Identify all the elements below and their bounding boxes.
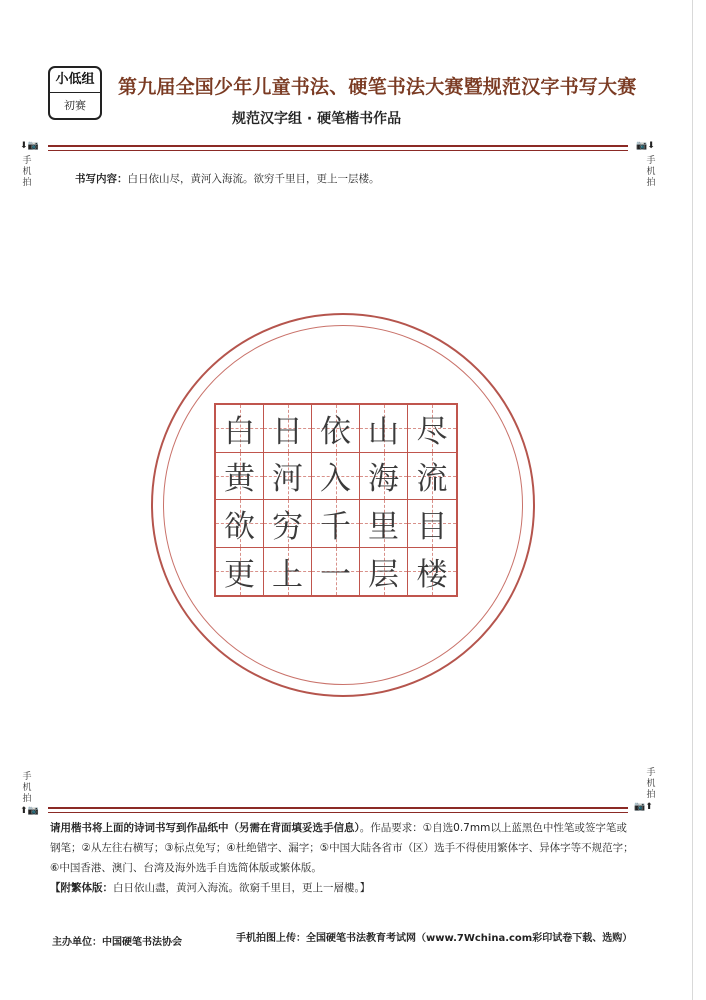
grid-cell: 层	[360, 548, 408, 596]
page-edge	[692, 0, 693, 1000]
grid-cell: 白	[216, 405, 264, 453]
phone-shoot-label-tl: 手 机 拍	[22, 156, 32, 188]
grid-cell: 楼	[408, 548, 456, 596]
upload-info: 手机拍图上传：全国硬笔书法教育考试网（www.7Wchina.com彩印试卷下载、选购）	[236, 933, 633, 944]
requirements-text	[50, 818, 635, 898]
camera-upload-icon: ⬆📷	[20, 806, 39, 816]
grid-cell: 入	[312, 453, 360, 501]
grid-cell: 更	[216, 548, 264, 596]
writing-grid	[214, 403, 458, 597]
writing-content-label: 书写内容：	[75, 173, 128, 185]
grid-cell: 依	[312, 405, 360, 453]
page-subtitle: 规范汉字组 · 硬笔楷书作品	[232, 111, 402, 127]
grid-cell: 山	[360, 405, 408, 453]
grid-cell: 里	[360, 500, 408, 548]
traditional-text: 白日依山盡，黄河入海流。欲窮千里目，更上一層樓。】	[113, 882, 371, 894]
page-title: 第九届全国少年儿童书法、硬笔书法大赛暨规范汉字书写大赛	[118, 76, 637, 98]
camera-download-icon: ⬇📷	[20, 141, 39, 151]
camera-download-icon: 📷⬇	[636, 141, 655, 151]
grid-cell: 流	[408, 453, 456, 501]
badge-group: 小低组	[50, 68, 100, 93]
grid-cell: 上	[264, 548, 312, 596]
grid-cell: 河	[264, 453, 312, 501]
group-badge	[48, 66, 102, 120]
writing-content	[75, 171, 380, 186]
grid-cell: 日	[264, 405, 312, 453]
requirements-details: 。作品要求：①自选0.7mm以上蓝黑色中性笔或签字笔或钢笔；②从左往右横写；③标点免写；④杜绝错字、漏字；⑤中国大陆各省市（区）选手不得使用繁体字、异体字等不规范字；⑥中国香港、澳门、台湾及海外选手自选简体版或繁体版。	[50, 822, 634, 874]
grid-cell: 欲	[216, 500, 264, 548]
traditional-label: 【附繁体版：	[50, 882, 113, 894]
grid-cell: 海	[360, 453, 408, 501]
phone-shoot-label-bl: 手 机 拍	[22, 772, 32, 804]
grid-cell: 一	[312, 548, 360, 596]
grid-cell: 千	[312, 500, 360, 548]
phone-shoot-label-br: 手 机 拍	[646, 768, 656, 800]
top-rule	[48, 145, 628, 151]
organizer: 主办单位：中国硬笔书法协会	[52, 937, 182, 948]
grid-cell: 尽	[408, 405, 456, 453]
badge-stage: 初赛	[64, 99, 86, 112]
camera-upload-icon: 📷⬆	[634, 802, 653, 812]
writing-content-text: 白日依山尽，黄河入海流。欲穷千里目，更上一层楼。	[127, 173, 380, 185]
bottom-rule	[48, 807, 628, 813]
grid-cell: 穷	[264, 500, 312, 548]
phone-shoot-label-tr: 手 机 拍	[646, 156, 656, 188]
grid-cell: 黄	[216, 453, 264, 501]
grid-cell: 目	[408, 500, 456, 548]
requirements-instruction: 请用楷书将上面的诗词书写到作品纸中（另需在背面填妥选手信息）	[50, 822, 360, 834]
